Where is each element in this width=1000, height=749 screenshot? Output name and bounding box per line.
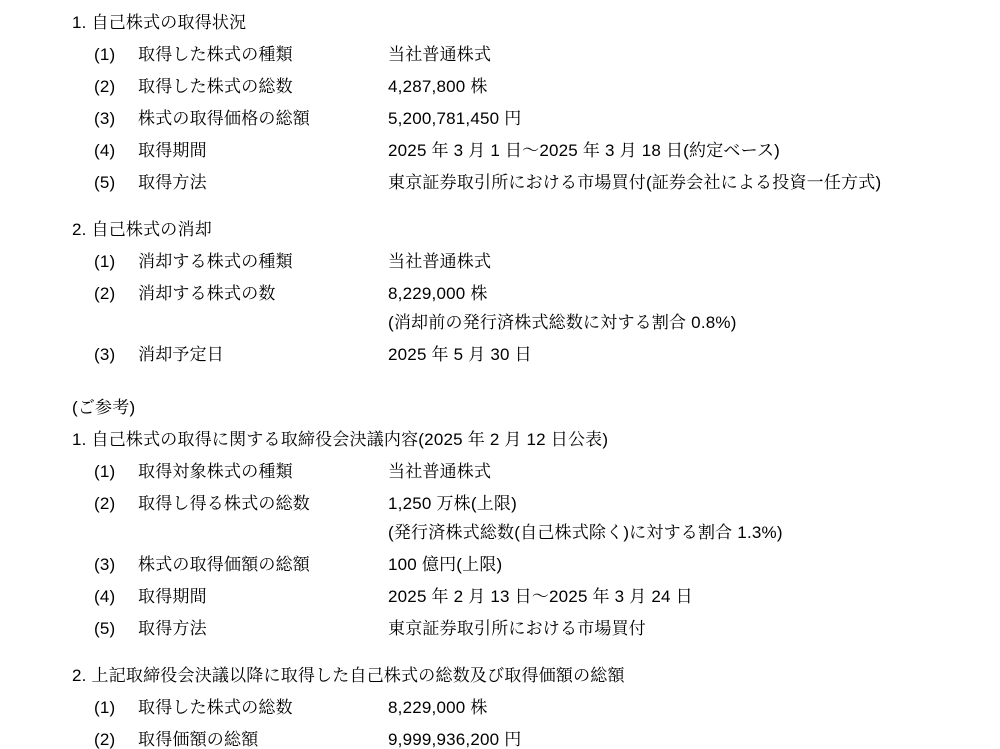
item-value: 100 億円(上限) bbox=[388, 555, 503, 574]
item-number: (2) bbox=[94, 77, 116, 96]
list-item bbox=[0, 463, 1000, 480]
item-number: (5) bbox=[94, 619, 116, 638]
list-item bbox=[0, 346, 1000, 363]
item-value: 東京証券取引所における市場買付 bbox=[388, 619, 646, 638]
item-label: 株式の取得価額の総額 bbox=[138, 555, 310, 574]
item-label: 取得した株式の総数 bbox=[138, 77, 293, 96]
item-label: 消却する株式の数 bbox=[138, 284, 276, 303]
list-item bbox=[0, 620, 1000, 637]
item-label: 消却予定日 bbox=[138, 345, 224, 364]
item-value: 2025 年 5 月 30 日 bbox=[388, 345, 532, 364]
section-title: 1. 自己株式の取得に関する取締役会決議内容(2025 年 2 月 12 日公表) bbox=[72, 430, 609, 449]
list-item bbox=[0, 731, 1000, 748]
item-value: 2025 年 3 月 1 日～2025 年 3 月 18 日(約定ベース) bbox=[388, 141, 781, 160]
item-value: 8,229,000 株 bbox=[388, 698, 488, 717]
section-title: 2. 自己株式の消却 bbox=[72, 220, 212, 239]
item-label: 取得方法 bbox=[138, 173, 207, 192]
list-item bbox=[0, 174, 1000, 191]
reference-heading: (ご参考) bbox=[72, 398, 136, 417]
item-label: 取得方法 bbox=[138, 619, 207, 638]
item-label: 取得期間 bbox=[138, 141, 207, 160]
item-value: 9,999,936,200 円 bbox=[388, 730, 522, 749]
list-item bbox=[0, 253, 1000, 270]
item-number: (2) bbox=[94, 494, 116, 513]
item-label: 取得価額の総額 bbox=[138, 730, 259, 749]
list-item bbox=[0, 495, 1000, 512]
item-subvalue: (消却前の発行済株式総数に対する割合 0.8%) bbox=[388, 313, 737, 332]
item-value: 東京証券取引所における市場買付(証券会社による投資一任方式) bbox=[388, 173, 882, 192]
section-title: 2. 上記取締役会決議以降に取得した自己株式の総数及び取得価額の総額 bbox=[72, 666, 625, 685]
item-number: (1) bbox=[94, 698, 116, 717]
item-label: 取得した株式の総数 bbox=[138, 698, 293, 717]
item-label: 消却する株式の種類 bbox=[138, 252, 293, 271]
section-board-resolution bbox=[0, 431, 1000, 637]
item-label: 取得し得る株式の総数 bbox=[138, 494, 310, 513]
item-label: 株式の取得価格の総額 bbox=[138, 109, 310, 128]
list-item bbox=[0, 588, 1000, 605]
section-cancellation bbox=[0, 221, 1000, 363]
section-total-acquired bbox=[0, 667, 1000, 748]
item-number: (4) bbox=[94, 587, 116, 606]
list-item bbox=[0, 699, 1000, 716]
item-number: (4) bbox=[94, 141, 116, 160]
item-label: 取得した株式の種類 bbox=[138, 45, 293, 64]
item-number: (3) bbox=[94, 345, 116, 364]
item-label: 取得対象株式の種類 bbox=[138, 462, 293, 481]
section-title: 1. 自己株式の取得状況 bbox=[72, 13, 247, 32]
item-number: (1) bbox=[94, 462, 116, 481]
top-spacer bbox=[0, 0, 1000, 14]
list-item bbox=[0, 142, 1000, 159]
item-value: 1,250 万株(上限) bbox=[388, 494, 517, 513]
list-item bbox=[0, 556, 1000, 573]
item-number: (1) bbox=[94, 252, 116, 271]
item-value: 8,229,000 株 bbox=[388, 284, 488, 303]
item-value: 5,200,781,450 円 bbox=[388, 109, 522, 128]
item-value: 当社普通株式 bbox=[388, 462, 492, 481]
list-item bbox=[0, 78, 1000, 95]
item-value: 当社普通株式 bbox=[388, 45, 492, 64]
item-number: (1) bbox=[94, 45, 116, 64]
list-item bbox=[0, 285, 1000, 302]
list-item bbox=[0, 110, 1000, 127]
item-number: (3) bbox=[94, 555, 116, 574]
item-value: 当社普通株式 bbox=[388, 252, 492, 271]
item-number: (5) bbox=[94, 173, 116, 192]
item-value: 2025 年 2 月 13 日～2025 年 3 月 24 日 bbox=[388, 587, 693, 606]
item-number: (3) bbox=[94, 109, 116, 128]
item-label: 取得期間 bbox=[138, 587, 207, 606]
item-value: 4,287,800 株 bbox=[388, 77, 488, 96]
section-acquisition-status bbox=[0, 14, 1000, 191]
item-number: (2) bbox=[94, 284, 116, 303]
item-subvalue: (発行済株式総数(自己株式除く)に対する割合 1.3%) bbox=[388, 523, 783, 542]
list-item bbox=[0, 46, 1000, 63]
item-number: (2) bbox=[94, 730, 116, 749]
